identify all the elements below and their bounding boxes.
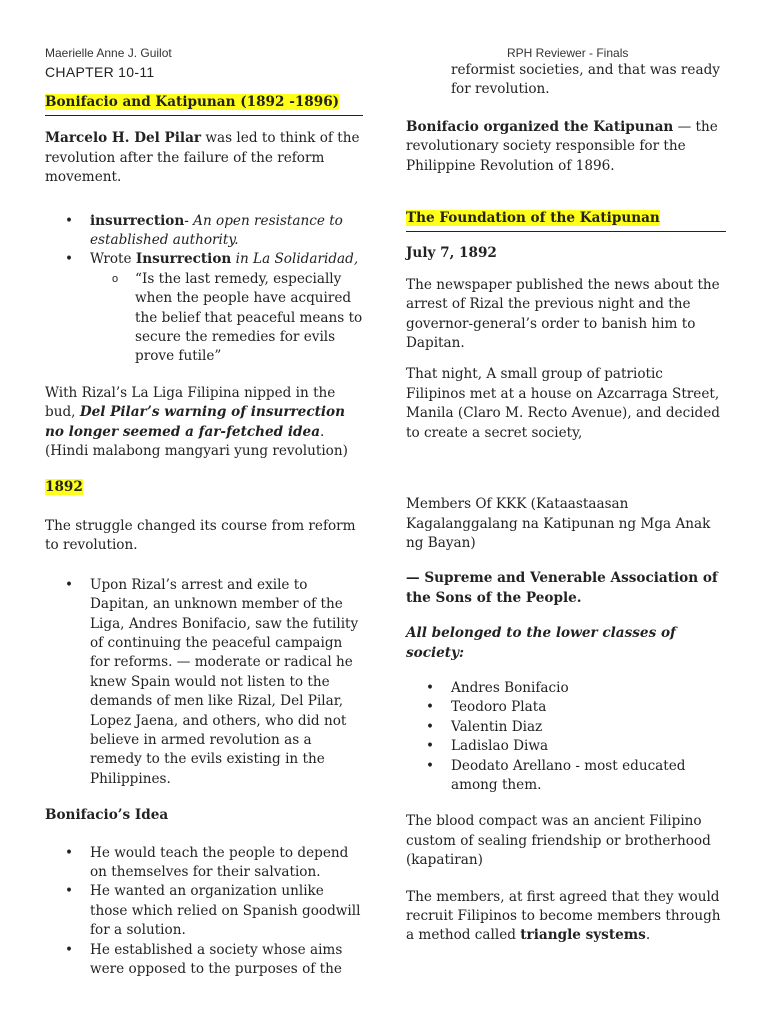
list-item: • Ladislao Diwa (406, 737, 726, 756)
section-title-foundation: The Foundation of the Katipunan (406, 210, 660, 227)
idea-title: Bonifacio’s Idea (45, 807, 169, 824)
insurrection-list (45, 212, 363, 367)
members-list (406, 679, 726, 795)
chapter-label: CHAPTER 10-11 (45, 64, 155, 80)
author-name: Maerielle Anne J. Guilot (45, 46, 172, 60)
paragraph-organized: Bonifacio organized the Katipunan — the revolutionary society responsible for the Philippine Revolution of 1896. (406, 118, 718, 174)
del-pilar-name: Marcelo H. Del Pilar (45, 130, 202, 147)
list-item: • Valentin Diaz (406, 718, 726, 737)
quote-sublist (90, 270, 363, 367)
continued-text: reformist societies, and that was ready for revolution. (451, 62, 720, 98)
date-heading (406, 244, 726, 263)
list-item: • Wrote Insurrection in La Solidaridad, o “Is the last remedy, especially when the people have acquired the belief that peaceful means to secure the remedies for evils prove futile” (45, 250, 363, 366)
paragraph-newspaper: The newspaper published the news about the arrest of Rizal the previous night and the governor-general’s order to banish him to Dapitan. (406, 276, 720, 352)
list-item: • Teodoro Plata (406, 698, 726, 717)
left-column (45, 93, 363, 979)
paragraph-members-kkk: Members Of KKK (Kataastaasan Kagalanggalang na Katipunan ng Mga Anak ng Bayan) (406, 496, 711, 551)
paragraph-supreme: — Supreme and Venerable Association of the Sons of the People. (406, 570, 718, 606)
paragraph-recruit: The members, at first agreed that they would recruit Filipinos to become members through a method called triangle systems. (406, 888, 721, 944)
section-heading-bonifacio (45, 93, 363, 116)
list-item: • He wanted an organization unlike those which relied on Spanish goodwill for a solution. (45, 882, 363, 940)
list-item: • Andres Bonifacio (406, 679, 726, 698)
list-item: • Upon Rizal’s arrest and exile to Dapitan, an unknown member of the Liga, Andres Bonifacio, saw the futility of continuing the peaceful campaign for reforms. — moderate or radical he knew Spain would not listen to the demands of men like Rizal, Del Pilar, Lopez Jaena, and others, who did not believe in armed revolution as a remedy to the evils existing in the Philippines. (45, 576, 363, 789)
list-item: • insurrection- An open resistance to established authority. (45, 212, 363, 251)
year-label: 1892 (45, 478, 83, 495)
katipunan-organized: Bonifacio organized the Katipunan (406, 118, 674, 135)
idea-list (45, 844, 363, 980)
paragraph-del-pilar: Marcelo H. Del Pilar was led to think of the revolution after the failure of the reform movement. (45, 130, 360, 186)
paragraph-that-night: That night, A small group of patriotic Filipinos met at a house on Azcarraga Street, Manila (Claro M. Recto Avenue), and decided to create a secret society, (406, 366, 721, 441)
paragraph-lower-classes: All belonged to the lower classes of society: (406, 625, 676, 661)
paragraph-la-liga: With Rizal’s La Liga Filipina nipped in the bud, Del Pilar’s warning of insurrection no longer seemed a far-fetched idea. (Hindi malabong mangyari yung revolution) (45, 384, 348, 460)
list-item: • He established a society whose aims were opposed to the purposes of the (45, 941, 363, 980)
paragraph-blood-compact: The blood compact was an ancient Filipino custom of sealing friendship or brotherhood (kapatiran) (406, 813, 711, 869)
list-item: • He would teach the people to depend on themselves for their salvation. (45, 844, 363, 883)
list-item: • Deodato Arellano - most educated among them. (406, 757, 726, 796)
right-column (406, 61, 726, 946)
paragraph-struggle: The struggle changed its course from reform to revolution. (45, 517, 356, 554)
date-label: July 7, 1892 (406, 245, 497, 262)
quote-item: o “Is the last remedy, especially when the people have acquired the belief that peaceful means to secure the remedies for evils prove futile” (90, 270, 363, 367)
section-title-bonifacio: Bonifacio and Katipunan (1892 -1896) (45, 94, 340, 110)
document-title: RPH Reviewer - Finals (507, 46, 629, 60)
section-heading-foundation (406, 209, 726, 232)
year-heading (45, 478, 363, 497)
idea-heading (45, 806, 363, 825)
rizal-arrest-list (45, 576, 363, 789)
